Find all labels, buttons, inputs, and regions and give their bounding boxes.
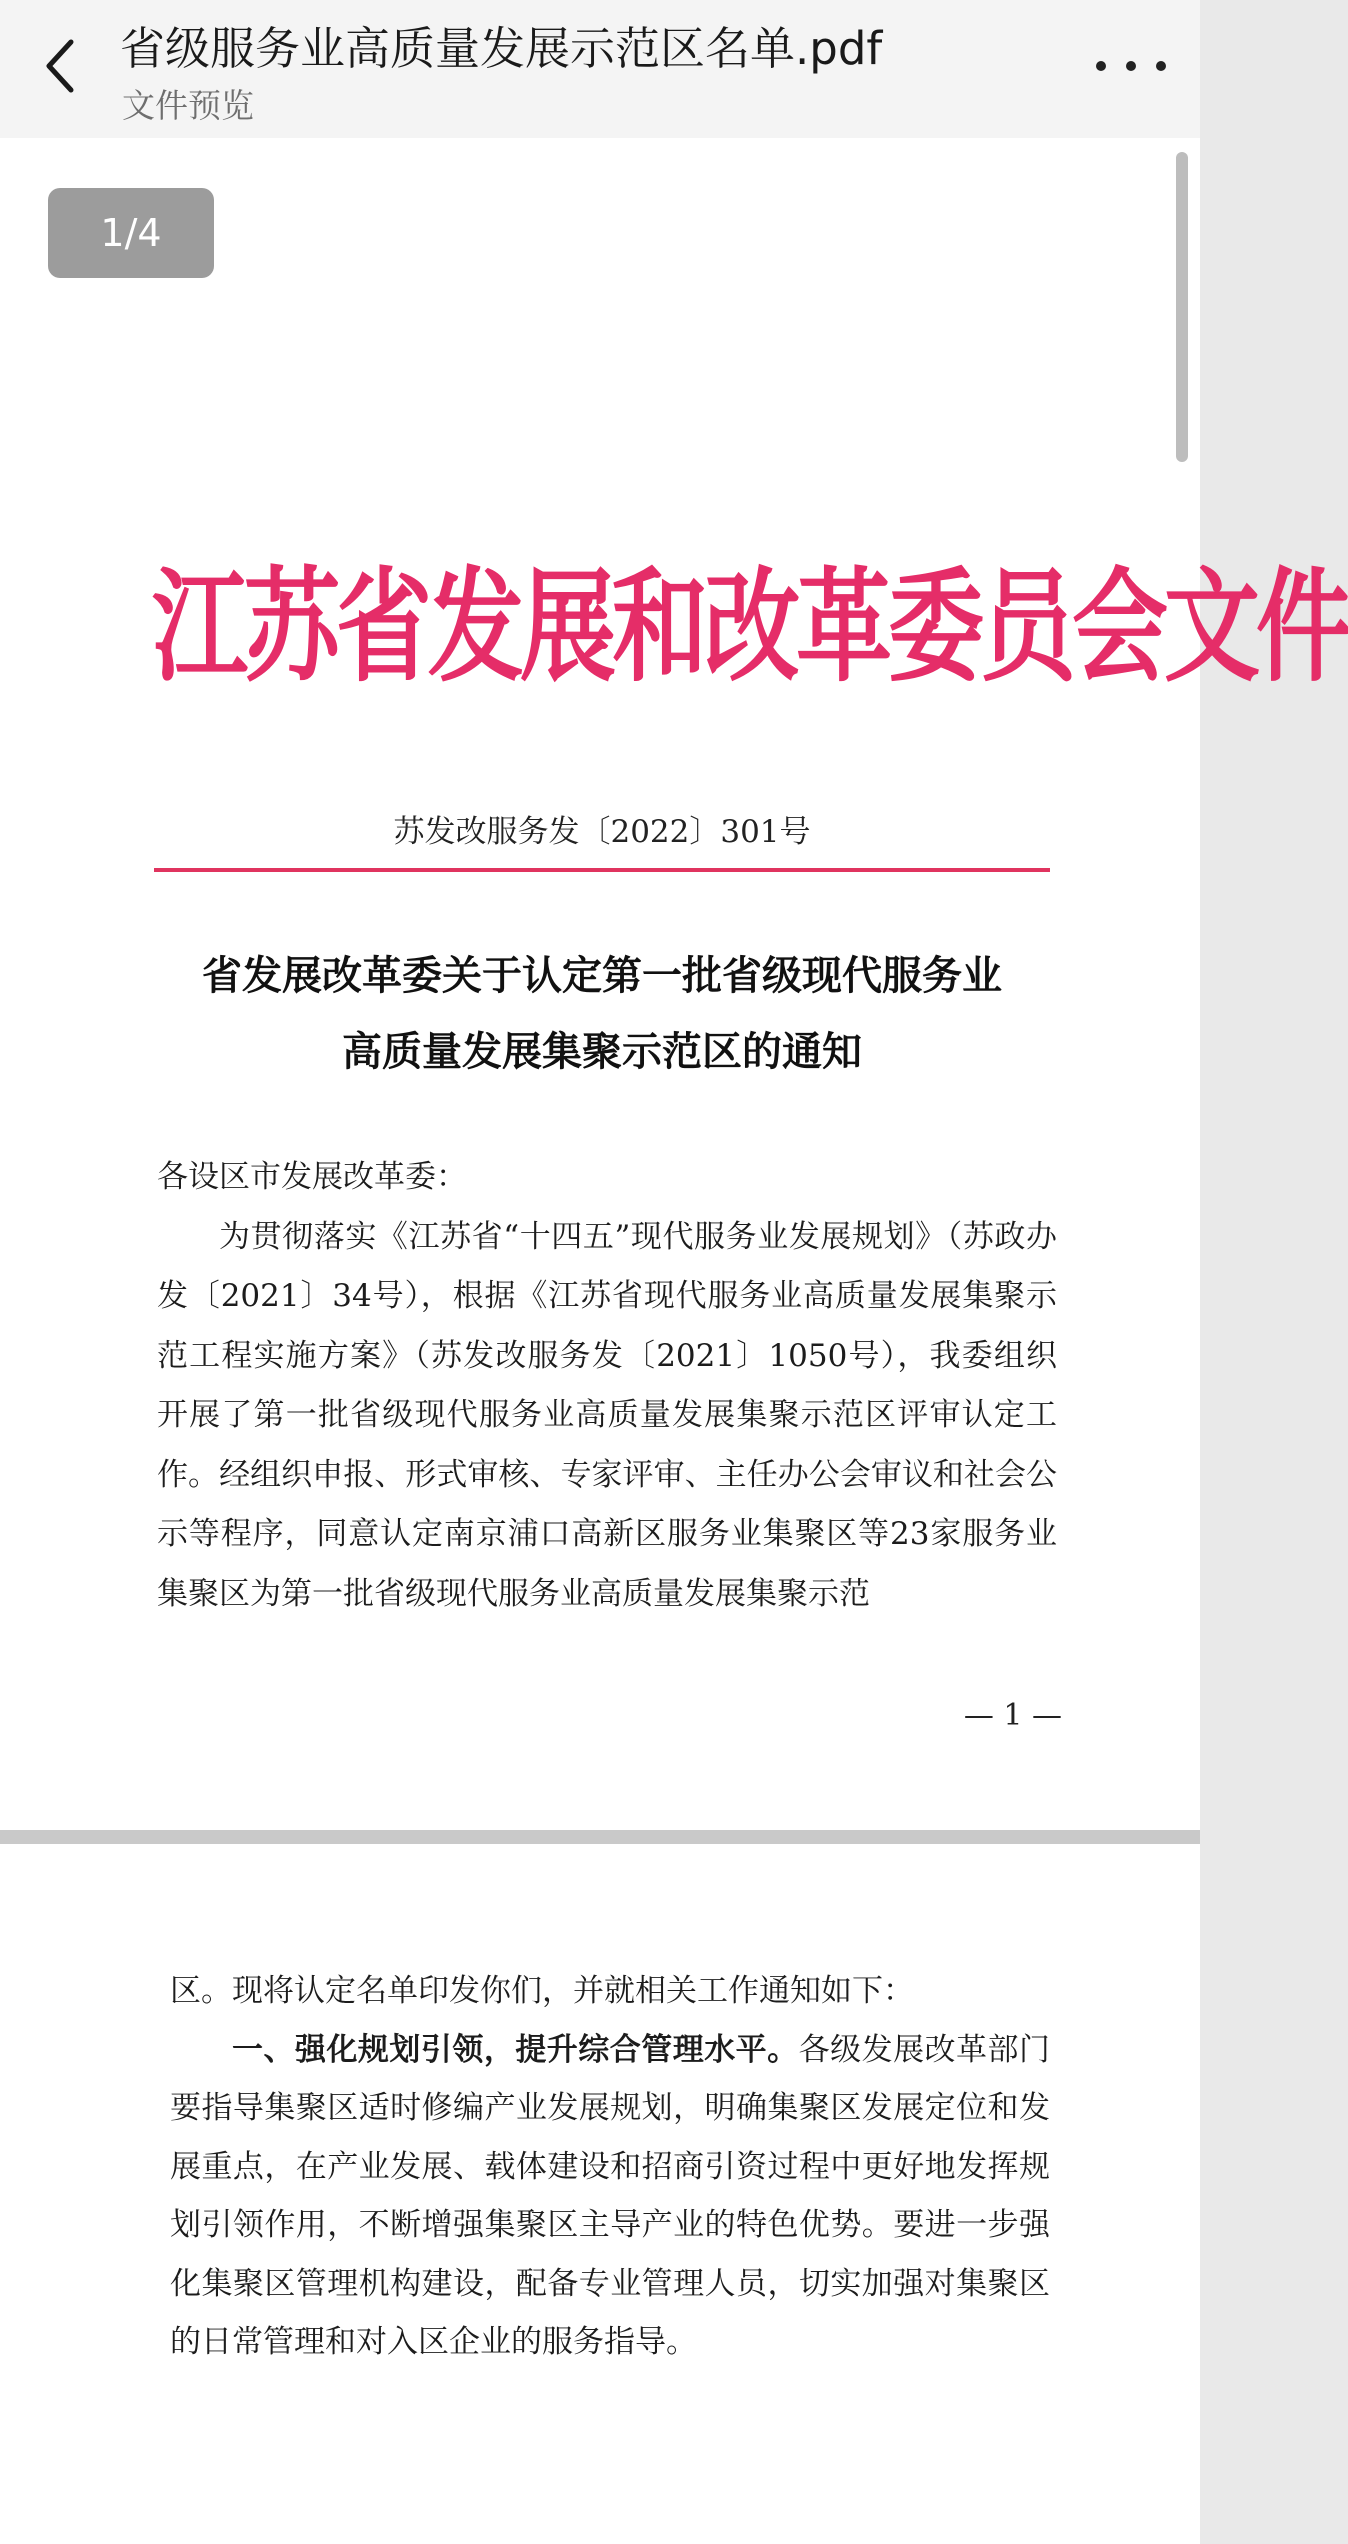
title-line-2: 高质量发展集聚示范区的通知 [342,1028,862,1075]
page-separator [0,1830,1200,1844]
pdf-viewer[interactable] [0,138,1348,2493]
more-dot-icon [1126,61,1136,71]
title-line-1: 省发展改革委关于认定第一批省级现代服务业 [202,952,1002,999]
more-dot-icon [1096,61,1106,71]
pdf-page-2 [0,1844,1200,2544]
back-button[interactable] [28,28,92,104]
page2-line: 区。现将认定名单印发你们，并就相关工作通知如下： [170,1973,914,2009]
page2-text [170,1962,1050,2372]
salutation: 各设区市发展改革委： [157,1159,467,1195]
body-text [157,1148,1057,1624]
file-subtitle: 文件预览 [122,86,254,125]
letterhead: 江苏省发展和改革委员会文件 [152,554,1348,699]
page-number: — 1 — [963,1698,1062,1733]
scrollbar[interactable] [1176,152,1188,462]
page-indicator: 1/4 [48,188,214,278]
section-heading: 一、强化规划引领，提升综合管理水平。 [232,2031,799,2068]
body-paragraph: 为贯彻落实《江苏省“十四五”现代服务业发展规划》（苏政办发〔2021〕34号），根据《江苏省现代服务业高质量发展集聚示范工程实施方案》（苏发改服务发〔2021〕1050号），我委组织开展了第一批省级现代服务业高质量发展集聚示范区评审认定工作。经组织申报、形式审核、专家评审、主任办公会审议和社会公示等程序，同意认定南京浦口高新区服务业集聚区等23家服务业集聚区为第一批省级现代服务业高质量发展集聚示范 [157,1218,1057,1612]
chevron-left-icon [43,38,77,94]
page2-paragraph [170,2021,1050,2372]
document-title [142,938,1062,1090]
more-dot-icon [1156,61,1166,71]
file-title: 省级服务业高质量发展示范区名单.pdf [120,22,883,75]
more-options-button[interactable] [1096,46,1166,86]
red-divider [154,868,1050,872]
section-body: 各级发展改革部门要指导集聚区适时修编产业发展规划，明确集聚区发展定位和发展重点，在产业发展、载体建设和招商引资过程中更好地发挥规划引领作用，不断增强集聚区主导产业的特色优势。要进一步强化集聚区管理机构建设，配备专业管理人员，切实加强对集聚区的日常管理和对入区企业的服务指导。 [170,2031,1050,2360]
top-bar [0,0,1200,138]
document-number: 苏发改服务发〔2022〕301号 [393,814,811,850]
pdf-page-1 [12,138,1348,1830]
